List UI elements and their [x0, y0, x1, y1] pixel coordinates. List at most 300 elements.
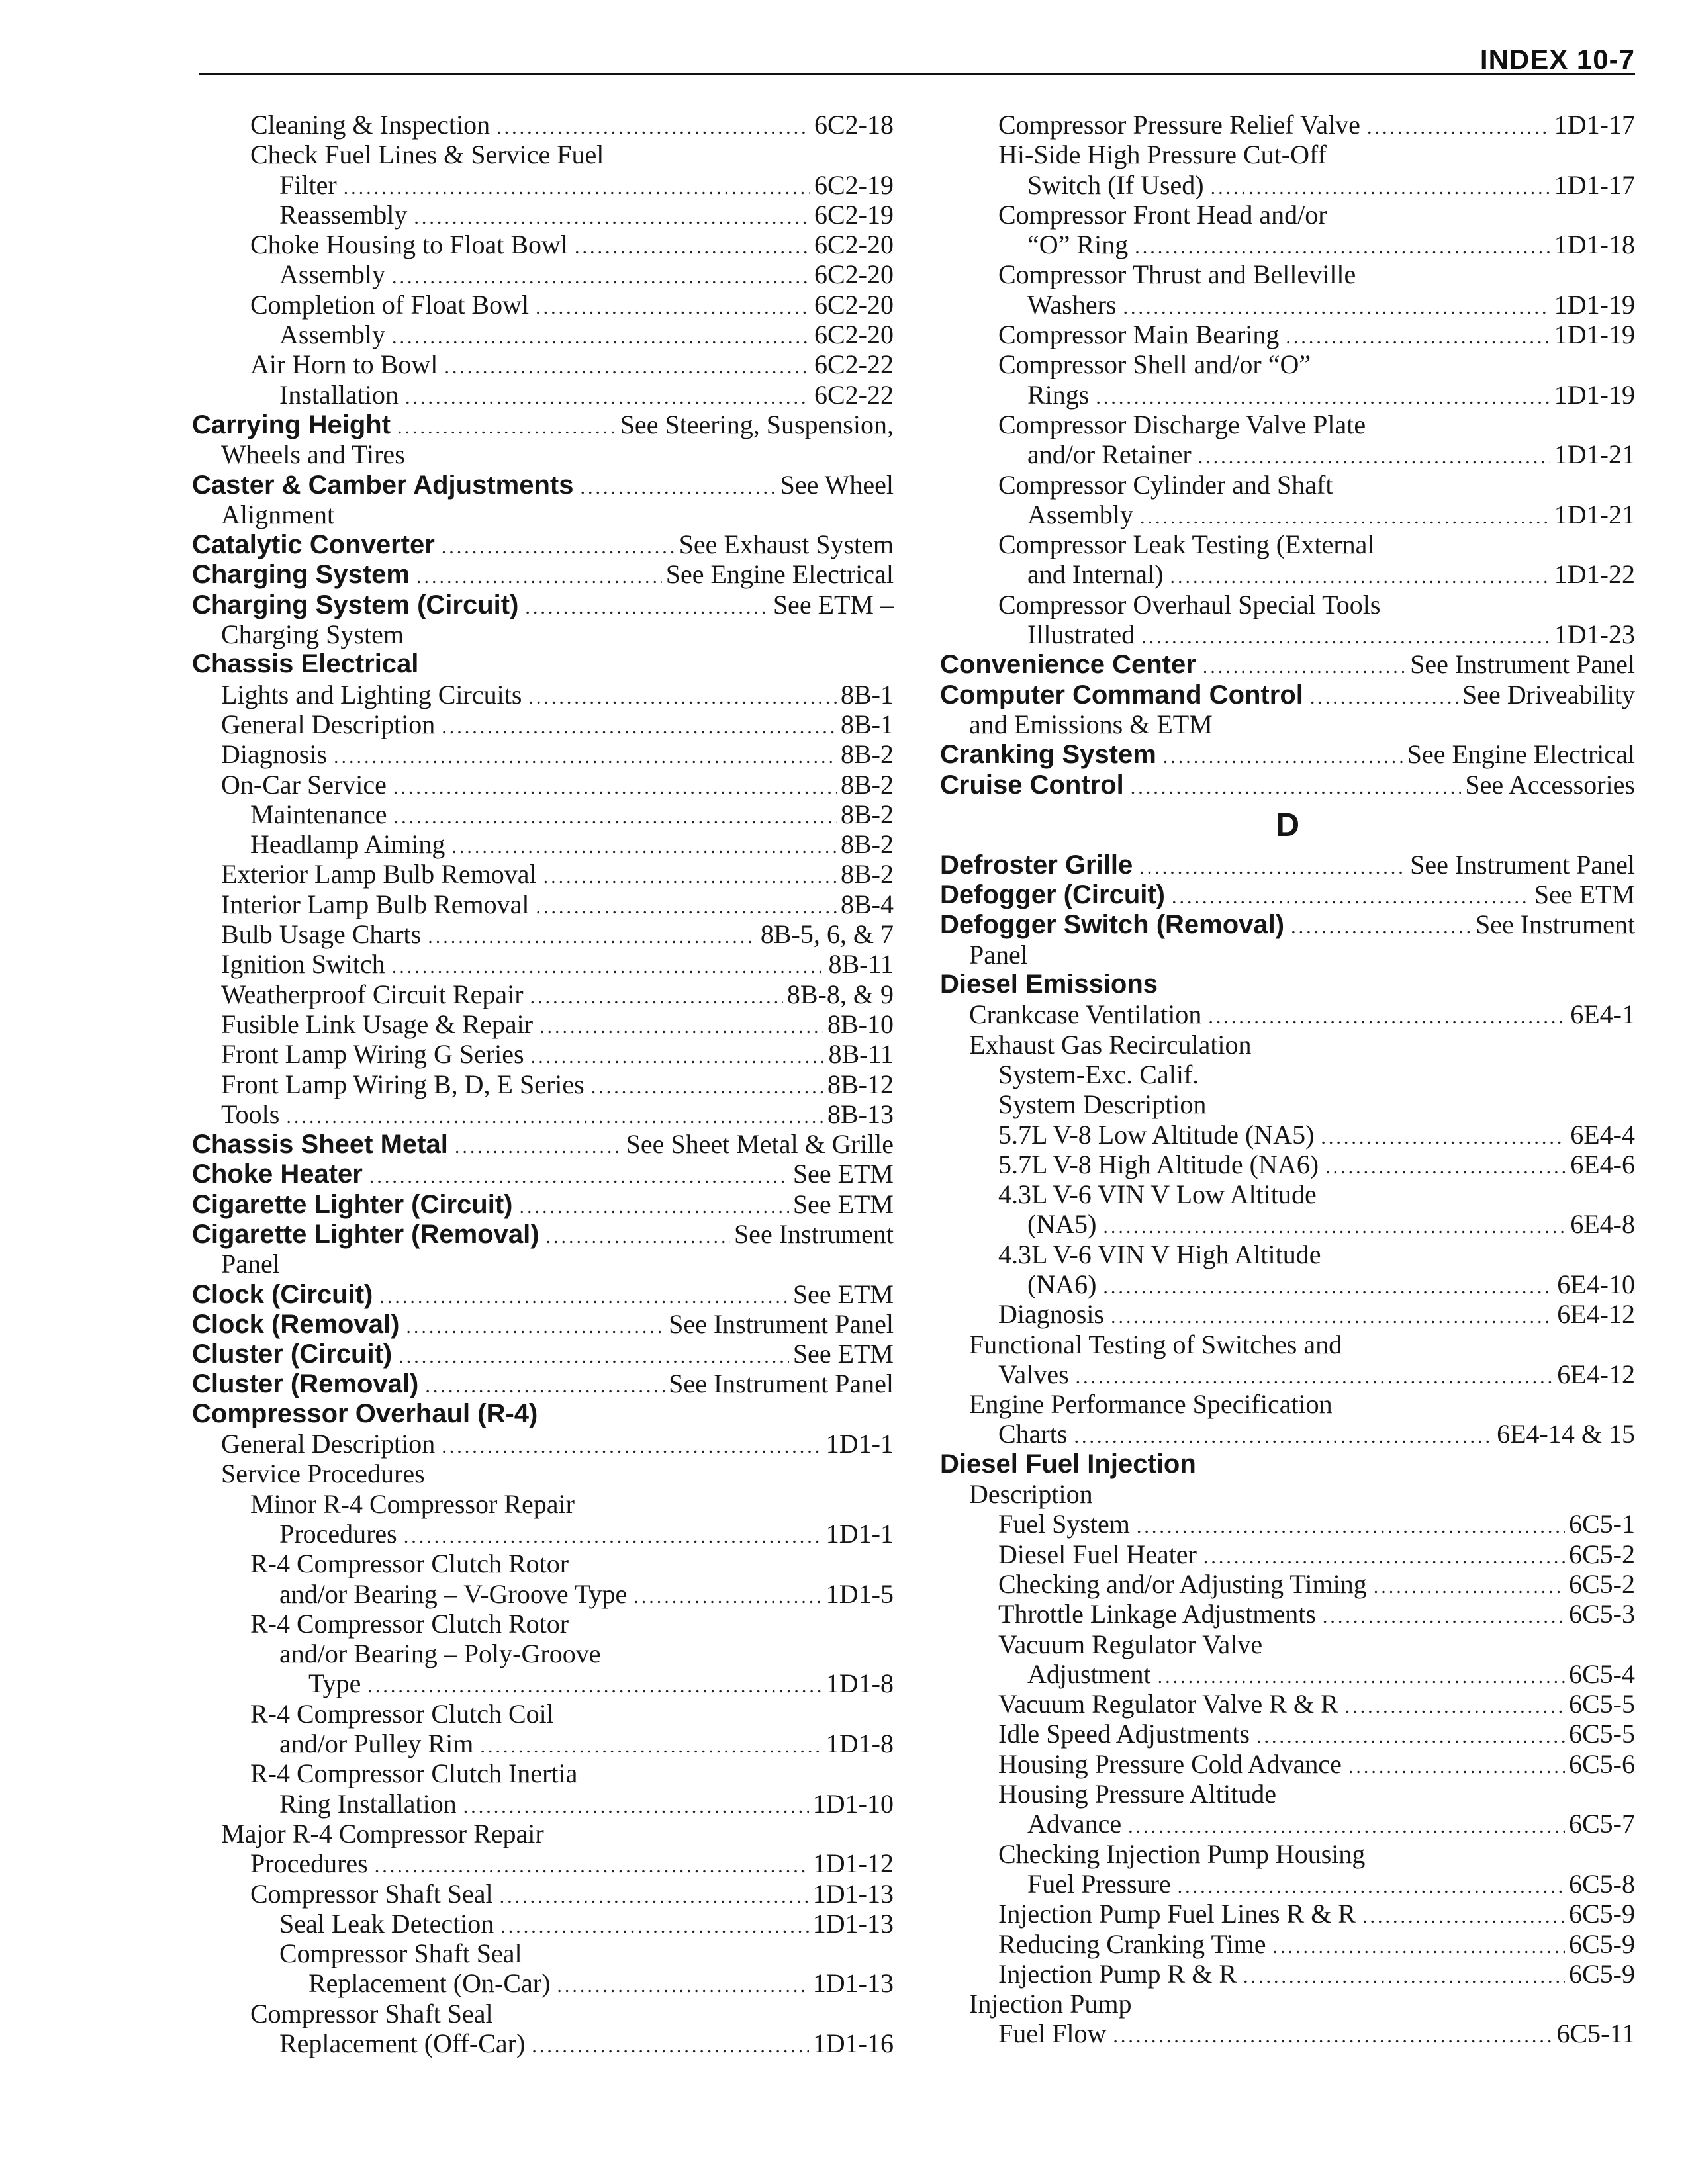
index-entry: [940, 1060, 1635, 1089]
index-entry-text: Completion of Float Bowl: [250, 289, 530, 320]
leader-dots: [393, 772, 837, 802]
index-entry-text: Choke Heater: [192, 1160, 363, 1189]
index-entry-reference: 6C5-2: [1569, 1569, 1635, 1599]
index-entry-reference: 6E4-12: [1557, 1299, 1635, 1330]
index-entry-reference: 6C5-9: [1569, 1929, 1635, 1959]
leader-dots: [1103, 1212, 1566, 1242]
leader-dots: [543, 862, 837, 891]
index-entry-text: 5.7L V-8 High Altitude (NA6): [998, 1149, 1319, 1179]
index-entry-text: Convenience Center: [940, 650, 1196, 680]
index-entry-text: Minor R-4 Compressor Repair: [250, 1488, 575, 1519]
leader-dots: [536, 293, 810, 322]
index-entry-reference: 1D1-10: [812, 1788, 894, 1819]
index-entry-text: Compressor Overhaul (R-4): [192, 1398, 538, 1428]
index-entry-reference: 8B-12: [827, 1069, 894, 1099]
index-entry-reference: 6E4-10: [1557, 1269, 1635, 1299]
index-entry-text: Defogger Switch (Removal): [940, 910, 1285, 940]
index-entry-text: Front Lamp Wiring B, D, E Series: [221, 1069, 585, 1099]
index-entry-reference: See Wheel: [780, 469, 894, 500]
index-entry-reference: 8B-1: [841, 679, 894, 709]
index-heading: [192, 1399, 894, 1429]
index-entry-reference: See Instrument: [733, 1218, 894, 1249]
leader-dots: [425, 1371, 665, 1401]
index-entry: [192, 200, 894, 230]
index-entry-reference: 1D1-13: [812, 1908, 894, 1938]
index-entry: [192, 1668, 894, 1698]
leader-dots: [405, 383, 810, 412]
index-entry: [940, 1209, 1635, 1239]
leader-dots: [1367, 113, 1550, 142]
index-entry-text: Procedures: [250, 1848, 368, 1879]
index-heading: [940, 850, 1635, 880]
index-entry-text: Type: [308, 1668, 361, 1699]
leader-dots: [1310, 682, 1458, 712]
index-entry: [192, 979, 894, 1009]
leader-dots: [428, 922, 757, 952]
index-heading: [192, 590, 894, 619]
index-entry: [192, 259, 894, 289]
index-entry-reference: See Sheet Metal & Grille: [626, 1129, 894, 1160]
index-entry-reference: 6C5-6: [1569, 1749, 1635, 1779]
leader-dots: [416, 562, 662, 592]
index-entry-reference: 6C5-9: [1569, 1958, 1635, 1989]
index-entry: [940, 1389, 1635, 1419]
index-entry-reference: 6C5-8: [1569, 1868, 1635, 1899]
index-entry-text: Compressor Main Bearing: [998, 320, 1280, 350]
index-entry-reference: See Driveability: [1462, 679, 1635, 709]
leader-dots: [392, 322, 810, 352]
index-entry-text: (NA6): [1027, 1269, 1097, 1299]
index-heading: [940, 680, 1635, 709]
index-entry: [192, 680, 894, 709]
leader-dots: [530, 982, 783, 1012]
index-entry: [940, 1479, 1635, 1509]
index-entry-reference: See Engine Electrical: [1407, 739, 1635, 770]
index-entry: [192, 1489, 894, 1519]
index-entry-reference: 8B-10: [827, 1009, 894, 1039]
header-rule: [199, 73, 1635, 75]
index-heading: [940, 1449, 1635, 1479]
index-entry: [192, 1999, 894, 2028]
leader-dots: [1074, 1422, 1493, 1451]
index-entry-text: Ring Installation: [279, 1788, 457, 1819]
leader-dots: [394, 802, 837, 832]
index-entry: [940, 619, 1635, 649]
index-entry-text: (NA5): [1027, 1209, 1097, 1240]
index-entry: [940, 1809, 1635, 1839]
leader-dots: [1103, 1272, 1553, 1302]
leader-dots: [531, 1042, 825, 1071]
index-entry-reference: 8B-2: [841, 829, 894, 860]
leader-dots: [1140, 502, 1550, 532]
index-entry-text: Lights and Lighting Circuits: [221, 679, 522, 709]
index-entry-text: R-4 Compressor Clutch Rotor: [250, 1608, 569, 1639]
index-entry-text: General Description: [221, 709, 436, 739]
index-entry-reference: 6C2-22: [814, 349, 894, 380]
index-entry-text: Chassis Electrical: [192, 649, 419, 679]
index-entry-text: Charging System: [192, 560, 410, 590]
index-entry-text: Catalytic Converter: [192, 530, 435, 560]
index-entry-text: Illustrated: [1027, 619, 1135, 650]
leader-dots: [480, 1731, 821, 1761]
index-entry: [940, 1659, 1635, 1689]
index-entry: [940, 380, 1635, 410]
leader-dots: [1272, 1932, 1565, 1962]
index-entry-reference: See ETM –: [773, 589, 894, 619]
leader-dots: [546, 1222, 730, 1251]
leader-dots: [1345, 1692, 1565, 1721]
index-entry-text: Clock (Circuit): [192, 1279, 373, 1309]
index-entry: [940, 1359, 1635, 1389]
index-entry-reference: 1D1-17: [1554, 169, 1635, 200]
leader-dots: [392, 952, 825, 981]
index-entry-text: Compressor Shaft Seal: [250, 1878, 493, 1909]
leader-dots: [1291, 912, 1472, 942]
index-entry-text: Diagnosis: [221, 739, 327, 770]
index-entry-reference: 6C5-11: [1556, 2019, 1635, 2049]
index-entry-text: Valves: [998, 1359, 1069, 1389]
index-entry: [192, 320, 894, 349]
index-entry: [940, 1240, 1635, 1269]
leader-dots: [580, 473, 776, 502]
index-entry-reference: 6C5-9: [1569, 1899, 1635, 1929]
index-entry: [940, 1779, 1635, 1809]
index-entry-text: Diesel Fuel Heater: [998, 1539, 1197, 1569]
leader-dots: [1348, 1752, 1565, 1782]
leader-dots: [1128, 1811, 1565, 1841]
index-entry-text: Cluster (Circuit): [192, 1340, 393, 1369]
index-entry-text: Advance: [1027, 1809, 1122, 1839]
index-entry-text: “O” Ring: [1027, 230, 1129, 260]
index-entry-text: R-4 Compressor Clutch Inertia: [250, 1758, 578, 1789]
index-entry: [192, 1609, 894, 1639]
index-entry: [192, 439, 894, 469]
index-entry-reference: 6E4-14 & 15: [1497, 1419, 1635, 1449]
index-entry-text: Choke Housing to Float Bowl: [250, 230, 569, 260]
leader-dots: [500, 1882, 809, 1911]
index-entry: [940, 170, 1635, 200]
index-entry-text: Computer Command Control: [940, 680, 1303, 709]
index-entry: [192, 1819, 894, 1848]
index-heading: [940, 880, 1635, 909]
index-entry: [940, 1330, 1635, 1359]
index-entry: [940, 1269, 1635, 1299]
index-entry: [192, 170, 894, 200]
index-entry: [192, 1459, 894, 1488]
index-entry-reference: 6C5-3: [1569, 1599, 1635, 1629]
index-entry-text: Compressor Front Head and/or: [998, 199, 1327, 230]
index-column-left: [192, 110, 894, 2058]
index-entry-text: Procedures: [279, 1518, 397, 1549]
leader-dots: [442, 532, 675, 562]
index-entry-text: and/or Bearing – Poly-Groove: [279, 1639, 601, 1669]
index-entry: [192, 140, 894, 169]
index-entry-text: Fuel Pressure: [1027, 1868, 1171, 1899]
index-entry: [192, 290, 894, 320]
index-entry-text: Hi-Side High Pressure Cut-Off: [998, 140, 1327, 170]
page-title: INDEX 10-7: [1479, 44, 1635, 75]
index-entry-reference: 8B-2: [841, 739, 894, 770]
leader-dots: [1321, 1122, 1566, 1152]
index-section-letter: [940, 805, 1635, 844]
index-entry: [940, 230, 1635, 259]
index-entry-text: Air Horn to Bowl: [250, 349, 438, 380]
index-entry: [192, 1039, 894, 1069]
index-heading: [192, 529, 894, 559]
index-entry-text: Vacuum Regulator Valve R & R: [998, 1689, 1338, 1719]
index-entry-text: Alignment: [221, 499, 335, 529]
index-entry-reference: 1D1-19: [1554, 320, 1635, 350]
index-entry-reference: 1D1-8: [825, 1668, 894, 1699]
index-entry-text: Headlamp Aiming: [250, 829, 445, 860]
index-entry-text: Panel: [221, 1249, 280, 1279]
index-entry-reference: 1D1-13: [812, 1878, 894, 1909]
index-entry: [940, 709, 1635, 739]
index-entry: [940, 1899, 1635, 1929]
index-entry-text: Housing Pressure Cold Advance: [998, 1749, 1342, 1779]
index-entry: [192, 889, 894, 919]
index-entry-text: Clock (Removal): [192, 1309, 400, 1339]
index-entry: [940, 1509, 1635, 1539]
leader-dots: [1113, 2021, 1552, 2051]
index-entry-text: Diagnosis: [998, 1299, 1104, 1330]
index-entry: [192, 799, 894, 829]
index-entry-reference: 6C5-5: [1569, 1689, 1635, 1719]
index-heading: [192, 1339, 894, 1369]
index-entry-reference: See ETM: [792, 1279, 894, 1309]
index-entry-text: Installation: [279, 379, 399, 410]
leader-dots: [404, 1522, 822, 1551]
leader-dots: [1111, 1302, 1553, 1332]
index-entry-reference: 8B-4: [841, 889, 894, 919]
leader-dots: [1076, 1362, 1554, 1392]
index-entry-reference: 6C5-2: [1569, 1539, 1635, 1569]
index-entry: [940, 1839, 1635, 1869]
leader-dots: [532, 2031, 808, 2061]
index-entry-text: Reducing Cranking Time: [998, 1929, 1266, 1959]
index-entry-text: Service Procedures: [221, 1459, 425, 1489]
index-entry: [192, 349, 894, 379]
index-entry-text: Diesel Emissions: [940, 970, 1158, 999]
index-entry-text: Cranking System: [940, 740, 1156, 770]
index-entry-reference: 1D1-1: [825, 1429, 894, 1459]
index-entry: [940, 320, 1635, 349]
index-entry: [940, 1869, 1635, 1899]
index-entry-reference: 1D1-18: [1554, 230, 1635, 260]
leader-dots: [1131, 772, 1462, 802]
index-entry-text: Checking and/or Adjusting Timing: [998, 1569, 1367, 1599]
index-entry-reference: 1D1-13: [812, 1968, 894, 1999]
index-entry: [940, 500, 1635, 529]
index-entry-text: Weatherproof Circuit Repair: [221, 979, 524, 1009]
index-entry-reference: See Accessories: [1465, 769, 1635, 799]
index-entry: [192, 1519, 894, 1549]
index-entry-reference: 6C2-19: [814, 199, 894, 230]
index-entry-text: 4.3L V-6 VIN V Low Altitude: [998, 1179, 1317, 1210]
leader-dots: [1141, 622, 1550, 652]
index-entry-reference: See Exhaust System: [679, 529, 894, 560]
index-entry-text: Cigarette Lighter (Circuit): [192, 1189, 513, 1219]
index-entry-text: Functional Testing of Switches and: [969, 1329, 1342, 1359]
index-entry: [940, 1719, 1635, 1749]
index-entry-text: Compressor Shell and/or “O”: [998, 349, 1311, 380]
index-entry: [940, 1959, 1635, 1989]
index-entry-text: Compressor Cylinder and Shaft: [998, 469, 1333, 500]
index-heading: [192, 559, 894, 589]
index-entry-reference: 6E4-1: [1570, 999, 1635, 1030]
leader-dots: [414, 203, 810, 232]
index-entry-text: R-4 Compressor Clutch Rotor: [250, 1549, 569, 1579]
index-entry: [192, 1699, 894, 1729]
index-entry-reference: 1D1-5: [825, 1578, 894, 1609]
index-heading: [192, 1129, 894, 1159]
index-entry-reference: See ETM: [792, 1159, 894, 1189]
index-entry-text: Cruise Control: [940, 770, 1124, 799]
leader-dots: [455, 1132, 622, 1161]
leader-dots: [496, 113, 810, 142]
index-entry-reference: 1D1-21: [1554, 499, 1635, 529]
leader-dots: [536, 892, 837, 922]
leader-dots: [392, 262, 810, 292]
index-entry: [940, 259, 1635, 289]
index-entry-reference: 1D1-8: [825, 1729, 894, 1759]
leader-dots: [1203, 1542, 1565, 1572]
index-entry: [940, 1629, 1635, 1659]
leader-dots: [539, 1012, 823, 1042]
index-entry-text: Filter: [279, 169, 337, 200]
index-entry: [192, 1639, 894, 1668]
index-entry-text: Carrying Height: [192, 410, 391, 439]
index-entry-reference: 6E4-4: [1570, 1119, 1635, 1150]
index-entry: [940, 999, 1635, 1029]
index-entry: [192, 1938, 894, 1968]
leader-dots: [557, 1971, 808, 2001]
index-entry: [192, 739, 894, 769]
index-entry-reference: 6E4-8: [1570, 1209, 1635, 1240]
leader-dots: [1096, 383, 1550, 412]
leader-dots: [1123, 293, 1550, 322]
index-entry-reference: 8B-2: [841, 799, 894, 829]
index-entry-reference: 6C2-22: [814, 379, 894, 410]
index-entry-text: On-Car Service: [221, 769, 387, 799]
leader-dots: [344, 173, 810, 203]
index-entry-text: Diesel Fuel Injection: [940, 1449, 1196, 1479]
index-entry-text: Tools: [221, 1099, 280, 1129]
index-entry-text: Compressor Overhaul Special Tools: [998, 589, 1381, 619]
index-entry: [940, 140, 1635, 169]
index-entry: [940, 1179, 1635, 1209]
leader-dots: [525, 592, 769, 622]
index-entry-text: Charging System: [221, 619, 404, 650]
leader-dots: [1362, 1901, 1565, 1931]
index-entry-text: Exterior Lamp Bulb Removal: [221, 859, 537, 889]
index-entry-reference: 1D1-19: [1554, 379, 1635, 410]
index-entry: [940, 529, 1635, 559]
index-entry-reference: 8B-11: [828, 1039, 894, 1069]
page-header: [199, 44, 1635, 78]
index-entry-reference: 6C5-5: [1569, 1719, 1635, 1749]
index-entry-reference: 8B-2: [841, 859, 894, 889]
index-entry: [940, 1030, 1635, 1060]
index-entry: [940, 349, 1635, 379]
index-entry: [940, 439, 1635, 469]
index-entry: [940, 290, 1635, 320]
leader-dots: [442, 712, 837, 742]
index-entry: [940, 1599, 1635, 1629]
index-entry: [940, 1929, 1635, 1959]
index-entry: [192, 1968, 894, 1998]
index-entry-text: Caster & Camber Adjustments: [192, 470, 574, 500]
index-heading: [192, 1159, 894, 1189]
leader-dots: [528, 682, 837, 712]
index-entry-text: Seal Leak Detection: [279, 1908, 494, 1938]
leader-dots: [1178, 1872, 1565, 1901]
index-entry: [192, 1249, 894, 1279]
index-entry-text: and Emissions & ETM: [969, 709, 1213, 739]
index-entry-text: Assembly: [279, 259, 385, 290]
index-entry-text: R-4 Compressor Clutch Coil: [250, 1698, 554, 1729]
index-entry-reference: 1D1-1: [825, 1518, 894, 1549]
index-entry: [192, 1909, 894, 1938]
index-entry: [940, 1569, 1635, 1599]
leader-dots: [367, 1671, 821, 1701]
index-entry: [192, 1429, 894, 1459]
index-entry: [940, 590, 1635, 619]
leader-dots: [1170, 562, 1550, 592]
index-entry-text: Check Fuel Lines & Service Fuel: [250, 140, 604, 170]
index-entry: [940, 940, 1635, 970]
index-entry: [192, 1099, 894, 1129]
index-entry: [940, 1539, 1635, 1569]
index-entry-reference: See Instrument: [1475, 909, 1635, 940]
index-entry-reference: See ETM: [792, 1189, 894, 1219]
index-heading: [940, 739, 1635, 769]
index-entry: [192, 500, 894, 529]
index-entry-text: System-Exc. Calif.: [998, 1059, 1199, 1089]
leader-dots: [1135, 232, 1550, 262]
index-entry-reference: 6C2-20: [814, 289, 894, 320]
leader-dots: [444, 352, 810, 382]
index-entry-reference: See Instrument Panel: [669, 1369, 894, 1399]
index-entry-text: Fuel Flow: [998, 2019, 1107, 2049]
index-entry-text: Compressor Shaft Seal: [279, 1938, 522, 1969]
index-entry-text: Crankcase Ventilation: [969, 999, 1202, 1030]
index-entry-text: Panel: [969, 939, 1028, 970]
index-entry: [940, 470, 1635, 500]
leader-dots: [1203, 652, 1406, 682]
leader-dots: [286, 1102, 823, 1132]
leader-dots: [1286, 322, 1550, 352]
index-entry-text: Ignition Switch: [221, 949, 385, 979]
index-entry-text: Injection Pump: [969, 1989, 1132, 2019]
index-entry: [940, 1419, 1635, 1449]
index-entry-text: Compressor Thrust and Belleville: [998, 259, 1356, 290]
index-entry: [940, 1689, 1635, 1719]
index-entry: [192, 110, 894, 140]
leader-dots: [334, 742, 837, 772]
leader-dots: [442, 1432, 822, 1461]
index-entry-text: Vacuum Regulator Valve: [998, 1629, 1263, 1659]
index-heading: [192, 649, 894, 679]
leader-dots: [591, 1072, 823, 1102]
index-heading: [940, 770, 1635, 799]
index-entry-text: Charging System (Circuit): [192, 590, 519, 619]
index-entry-text: Rings: [1027, 379, 1090, 410]
index-entry-text: Switch (If Used): [1027, 169, 1204, 200]
leader-dots: [399, 1342, 789, 1371]
index-entry-text: Bulb Usage Charts: [221, 919, 422, 950]
index-entry-reference: 6C2-18: [814, 110, 894, 140]
